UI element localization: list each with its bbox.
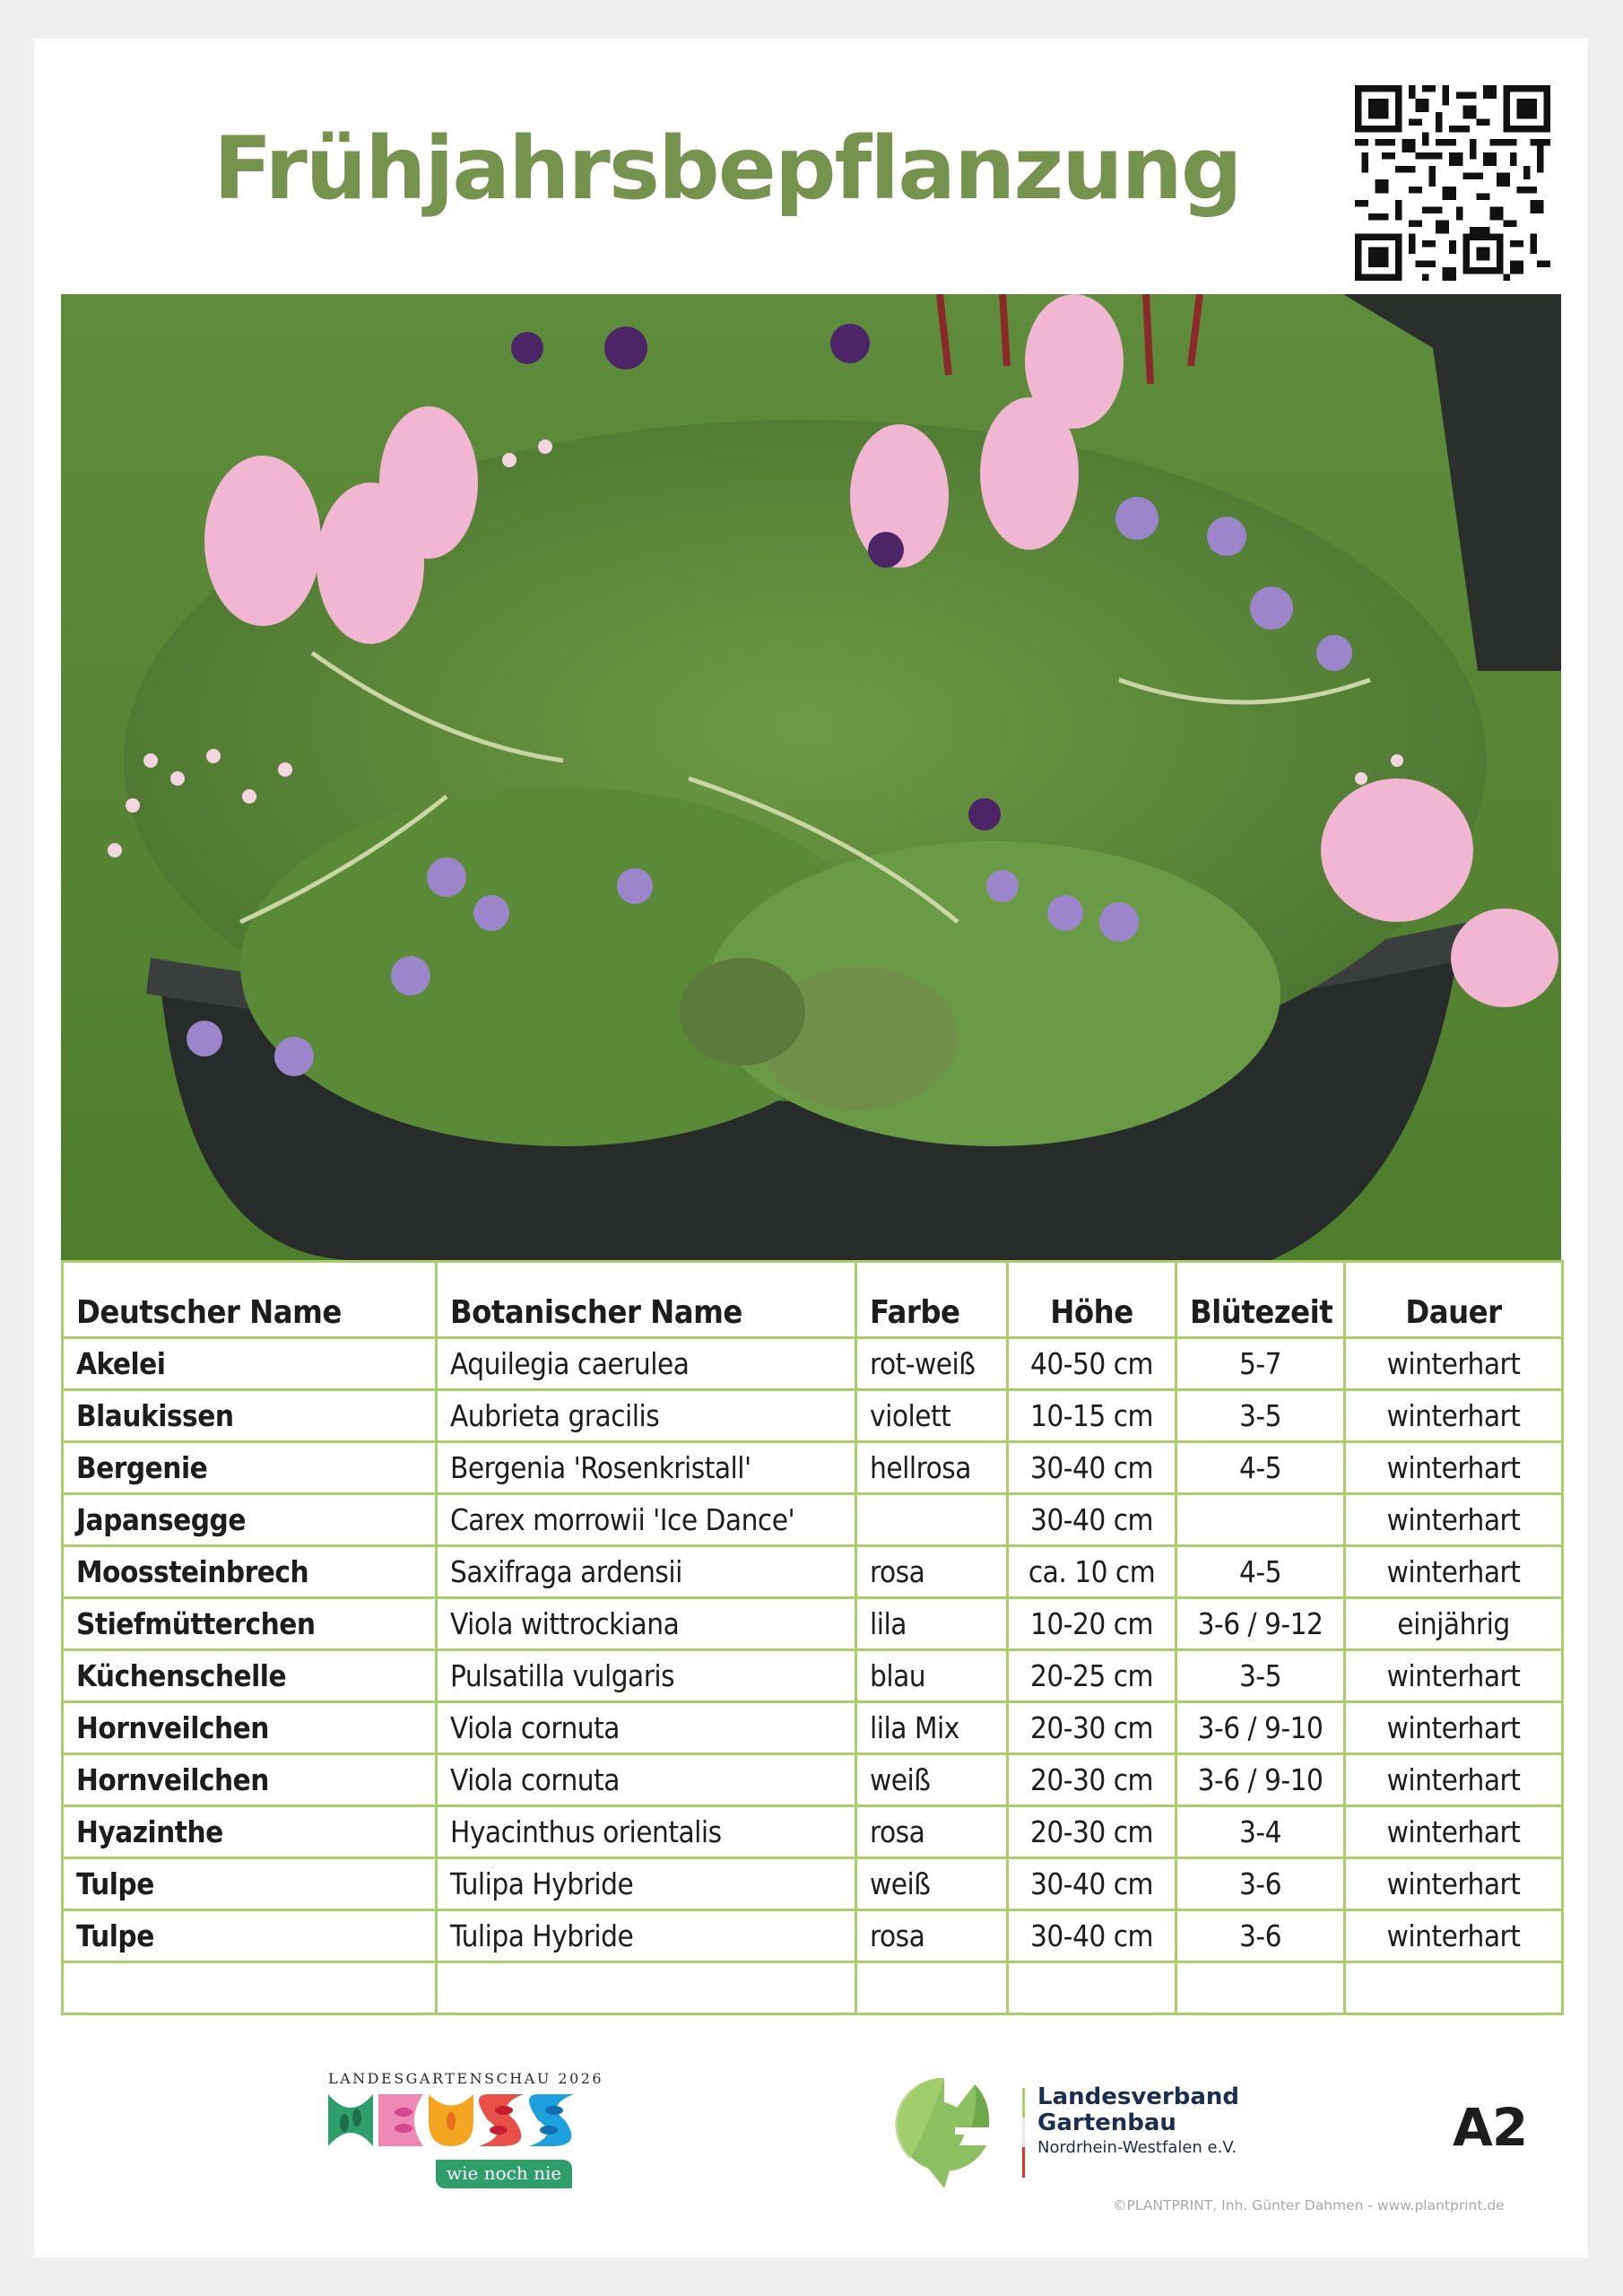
table-row (63, 1910, 1563, 1962)
table-row (63, 1754, 1563, 1806)
table-row (63, 1858, 1563, 1910)
cell-bloom-time (1176, 1962, 1345, 2014)
cell-bloom-time: 3-6 (1176, 1910, 1345, 1962)
cell-duration: winterhart (1345, 1754, 1563, 1806)
cell-botanical-name: Hyacinthus orientalis (437, 1806, 856, 1858)
cell-bloom-time: 4-5 (1176, 1546, 1345, 1598)
cell-height: 10-20 cm (1008, 1598, 1176, 1650)
cell-german-name: Küchenschelle (63, 1650, 437, 1702)
header-botanical-name: Botanischer Name (437, 1262, 856, 1338)
header-color: Farbe (856, 1262, 1008, 1338)
lgs-letter-s2-icon (529, 2094, 574, 2146)
cell-height: 20-25 cm (1008, 1650, 1176, 1702)
cell-duration: winterhart (1345, 1702, 1563, 1754)
cell-color: violett (856, 1390, 1008, 1442)
cell-color: lila (856, 1598, 1008, 1650)
lvg-divider (1022, 2088, 1025, 2178)
lvg-line-1: Landesverband (1037, 2083, 1240, 2110)
table-row (63, 1390, 1563, 1442)
cell-duration: winterhart (1345, 1442, 1563, 1494)
cell-color (856, 1494, 1008, 1546)
lgs-letter-n-icon (328, 2094, 373, 2146)
cell-height: 10-15 cm (1008, 1390, 1176, 1442)
landesverband-gartenbau-logo (892, 2074, 1251, 2190)
cell-color (856, 1962, 1008, 2014)
table-row (63, 1546, 1563, 1598)
cell-height: 40-50 cm (1008, 1338, 1176, 1390)
lgs-top-text: LANDESGARTENSCHAU 2026 (328, 2070, 604, 2087)
lgs-letter-s-icon (479, 2094, 524, 2146)
cell-color: lila Mix (856, 1702, 1008, 1754)
lgs-letter-e-icon (378, 2094, 423, 2146)
cell-duration: einjährig (1345, 1598, 1563, 1650)
cell-german-name: Moossteinbrech (63, 1546, 437, 1598)
cell-german-name: Akelei (63, 1338, 437, 1390)
cell-german-name: Japansegge (63, 1494, 437, 1546)
cell-height: ca. 10 cm (1008, 1546, 1176, 1598)
header-german-name: Deutscher Name (63, 1262, 437, 1338)
lvg-g-leaf-icon (892, 2074, 995, 2190)
table-row (63, 1494, 1563, 1546)
cell-german-name: Tulpe (63, 1858, 437, 1910)
cell-german-name: Bergenie (63, 1442, 437, 1494)
cell-height: 30-40 cm (1008, 1442, 1176, 1494)
lgs-letter-u-icon (429, 2094, 473, 2146)
copyright-text[interactable]: ©PLANTPRINT, Inh. Günter Dahmen - www.plantprint.de (1113, 2197, 1505, 2213)
cell-bloom-time: 3-6 / 9-10 (1176, 1702, 1345, 1754)
cell-duration: winterhart (1345, 1858, 1563, 1910)
cell-bloom-time: 4-5 (1176, 1442, 1345, 1494)
cell-duration: winterhart (1345, 1806, 1563, 1858)
cell-botanical-name: Viola wittrockiana (437, 1598, 856, 1650)
cell-german-name: Hornveilchen (63, 1702, 437, 1754)
cell-bloom-time: 3-6 (1176, 1858, 1345, 1910)
cell-duration: winterhart (1345, 1910, 1563, 1962)
cell-height: 30-40 cm (1008, 1858, 1176, 1910)
lvg-line-2: Gartenbau (1037, 2109, 1176, 2136)
cell-german-name: Tulpe (63, 1910, 437, 1962)
qr-code-icon[interactable] (1354, 85, 1551, 281)
cell-german-name (63, 1962, 437, 2014)
cell-height: 30-40 cm (1008, 1910, 1176, 1962)
cell-duration: winterhart (1345, 1338, 1563, 1390)
cell-german-name: Hornveilchen (63, 1754, 437, 1806)
cell-color: blau (856, 1650, 1008, 1702)
cell-bloom-time: 5-7 (1176, 1338, 1345, 1390)
cell-botanical-name: Pulsatilla vulgaris (437, 1650, 856, 1702)
cell-german-name: Stiefmütterchen (63, 1598, 437, 1650)
cell-duration: winterhart (1345, 1546, 1563, 1598)
cell-bloom-time: 3-6 / 9-12 (1176, 1598, 1345, 1650)
cell-bloom-time: 3-5 (1176, 1390, 1345, 1442)
cell-duration: winterhart (1345, 1650, 1563, 1702)
cell-german-name: Blaukissen (63, 1390, 437, 1442)
table-row (63, 1702, 1563, 1754)
cell-height: 20-30 cm (1008, 1754, 1176, 1806)
cell-german-name: Hyazinthe (63, 1806, 437, 1858)
cell-bloom-time (1176, 1494, 1345, 1546)
cell-bloom-time: 3-6 / 9-10 (1176, 1754, 1345, 1806)
cell-botanical-name: Aquilegia caerulea (437, 1338, 856, 1390)
cell-color: rot-weiß (856, 1338, 1008, 1390)
cell-botanical-name: Tulipa Hybride (437, 1858, 856, 1910)
cell-color: weiß (856, 1754, 1008, 1806)
cell-duration: winterhart (1345, 1390, 1563, 1442)
header-duration: Dauer (1345, 1262, 1563, 1338)
cell-bloom-time: 3-4 (1176, 1806, 1345, 1858)
table-header-row (63, 1262, 1563, 1338)
cell-botanical-name (437, 1962, 856, 2014)
table-row (63, 1806, 1563, 1858)
cell-color: rosa (856, 1806, 1008, 1858)
cell-height: 20-30 cm (1008, 1806, 1176, 1858)
header-height: Höhe (1008, 1262, 1176, 1338)
cell-botanical-name: Aubrieta gracilis (437, 1390, 856, 1442)
cell-color: rosa (856, 1910, 1008, 1962)
planter-photo (61, 294, 1561, 1260)
table-row (63, 1442, 1563, 1494)
page-title: Frühjahrsbepflanzung (213, 118, 1241, 219)
cell-color: rosa (856, 1546, 1008, 1598)
landesgartenschau-logo (328, 2070, 604, 2196)
table-row (63, 1650, 1563, 1702)
cell-botanical-name: Tulipa Hybride (437, 1910, 856, 1962)
cell-bloom-time: 3-5 (1176, 1650, 1345, 1702)
cell-duration (1345, 1962, 1563, 2014)
cell-duration: winterhart (1345, 1494, 1563, 1546)
table-row (63, 1338, 1563, 1390)
cell-height: 30-40 cm (1008, 1494, 1176, 1546)
table-row (63, 1598, 1563, 1650)
table-row (63, 1962, 1563, 2014)
cell-botanical-name: Saxifraga ardensii (437, 1546, 856, 1598)
lvg-line-3: Nordrhein-Westfalen e.V. (1037, 2138, 1237, 2157)
cell-botanical-name: Bergenia 'Rosenkristall' (437, 1442, 856, 1494)
plant-table (61, 1260, 1564, 2015)
cell-color: hellrosa (856, 1442, 1008, 1494)
header-bloom-time: Blütezeit (1176, 1262, 1345, 1338)
cell-botanical-name: Viola cornuta (437, 1754, 856, 1806)
lgs-tagline: wie noch nie (436, 2160, 572, 2188)
cell-botanical-name: Carex morrowii 'Ice Dance' (437, 1494, 856, 1546)
sheet-code: A2 (1453, 2097, 1528, 2158)
lgs-word-neuss (328, 2094, 588, 2146)
cell-color: weiß (856, 1858, 1008, 1910)
cell-height: 20-30 cm (1008, 1702, 1176, 1754)
cell-height (1008, 1962, 1176, 2014)
cell-botanical-name: Viola cornuta (437, 1702, 856, 1754)
